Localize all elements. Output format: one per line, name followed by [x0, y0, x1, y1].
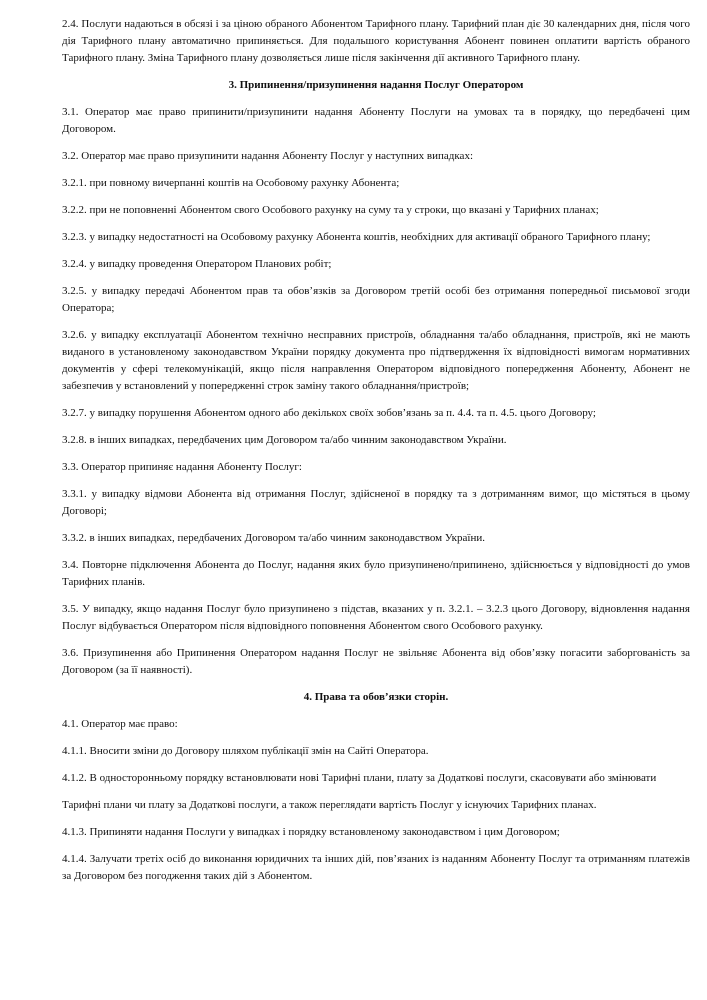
paragraph-4-1-4: 4.1.4. Залучати третіх осіб до виконання юридичних та інших дій, пов’язаних із наданням Абоненту Послуг та отриманням платежів за Договором без погодження таких дій з Абонентом.: [62, 853, 690, 882]
paragraph-3-2-1: 3.2.1. при повному вичерпанні коштів на Особовому рахунку Абонента;: [62, 177, 400, 189]
paragraph-3-2-8: 3.2.8. в інших випадках, передбачених цим Договором та/або чинним законодавством України.: [62, 434, 507, 446]
paragraph-3-2-5: 3.2.5. у випадку передачі Абонентом прав та обов’язків за Договором третій особі без отримання попередньої письмової згоди Оператора;: [62, 285, 690, 314]
paragraph-3-2-3: 3.2.3. у випадку недостатності на Особовому рахунку Абонента коштів, необхідних для активації обраного Тарифного плану;: [62, 231, 651, 243]
paragraph-3-6: 3.6. Призупинення або Припинення Оператором надання Послуг не звільняє Абонента від обов’язку погасити заборгованість за Договором (за її наявності).: [62, 647, 690, 676]
paragraph-3-5: 3.5. У випадку, якщо надання Послуг було призупинено з підстав, вказаних у п. 3.2.1. – 3.2.3 цього Договору, відновлення надання Послуг відбувається Оператором після відповідного поповнення Абонентом свого Особового рахунку.: [62, 603, 690, 632]
paragraph-3-4: 3.4. Повторне підключення Абонента до Послуг, надання яких було призупинено/припинено, здійснюється у відповідності до умов Тарифних планів.: [62, 559, 690, 588]
section-3-heading: 3. Припинення/призупинення надання Послуг Оператором: [228, 79, 524, 91]
paragraph-3-1: 3.1. Оператор має право припинити/призупинити надання Абоненту Послуги на умовах та в порядку, що передбачені цим Договором.: [62, 106, 690, 135]
paragraph-3-3-1: 3.3.1. у випадку відмови Абонента від отримання Послуг, здійсненої в порядку та з дотриманням вимог, що містяться в цьому Договорі;: [62, 488, 690, 517]
paragraph-3-2-4: 3.2.4. у випадку проведення Оператором Планових робіт;: [62, 258, 332, 270]
paragraph-3-3-2: 3.3.2. в інших випадках, передбачених Договором та/або чинним законодавством України.: [62, 532, 485, 544]
section-4-heading: 4. Права та обов’язки сторін.: [303, 691, 449, 703]
paragraph-3-2-2: 3.2.2. при не поповненні Абонентом свого Особового рахунку на суму та у строки, що вказані у Тарифних планах;: [62, 204, 599, 216]
paragraph-3-2-7: 3.2.7. у випадку порушення Абонентом одного або декількох своїх зобов’язань за п. 4.4. та п. 4.5. цього Договору;: [62, 407, 596, 419]
paragraph-2-4: 2.4. Послуги надаються в обсязі і за ціною обраного Абонентом Тарифного плану. Тарифний план діє 30 календарних дня, після чого дія Тарифного плану автоматично припиняється. Для подальшого користування Абонент повинен оплатити вартість обраного Тарифного плану. Зміна Тарифного плану дозволяється лише після закінчення дії активного Тарифного плану.: [62, 18, 690, 64]
paragraph-4-1: 4.1. Оператор має право:: [62, 718, 178, 730]
paragraph-4-1-2-continued: Тарифні плани чи плату за Додаткові послуги, а також переглядати вартість Послуг у існуючих Тарифних планах.: [62, 799, 597, 811]
paragraph-3-2-6: 3.2.6. у випадку експлуатації Абонентом технічно несправних пристроїв, обладнання та/або обладнання, пристроїв, які не мають виданого в установленому законодавством України порядку документа про підтвердження їх відповідності вимогам нормативних документів у сфері телекомунікацій, якщо після направлення Оператором відповідного попередження Абоненту, Абонент не забезпечив у встановлений у попередженні строк заміну такого обладнання/пристроїв;: [62, 329, 690, 392]
paragraph-4-1-1: 4.1.1. Вносити зміни до Договору шляхом публікації змін на Сайті Оператора.: [62, 745, 429, 757]
paragraph-4-1-2: 4.1.2. В односторонньому порядку встановлювати нові Тарифні плани, плату за Додаткові послуги, скасовувати або змінювати: [62, 772, 657, 784]
paragraph-3-2: 3.2. Оператор має право призупинити надання Абоненту Послуг у наступних випадках:: [62, 150, 473, 162]
paragraph-3-3: 3.3. Оператор припиняє надання Абоненту Послуг:: [62, 461, 302, 473]
paragraph-4-1-3: 4.1.3. Припиняти надання Послуги у випадках і порядку встановленому законодавством і цим Договором;: [62, 826, 560, 838]
